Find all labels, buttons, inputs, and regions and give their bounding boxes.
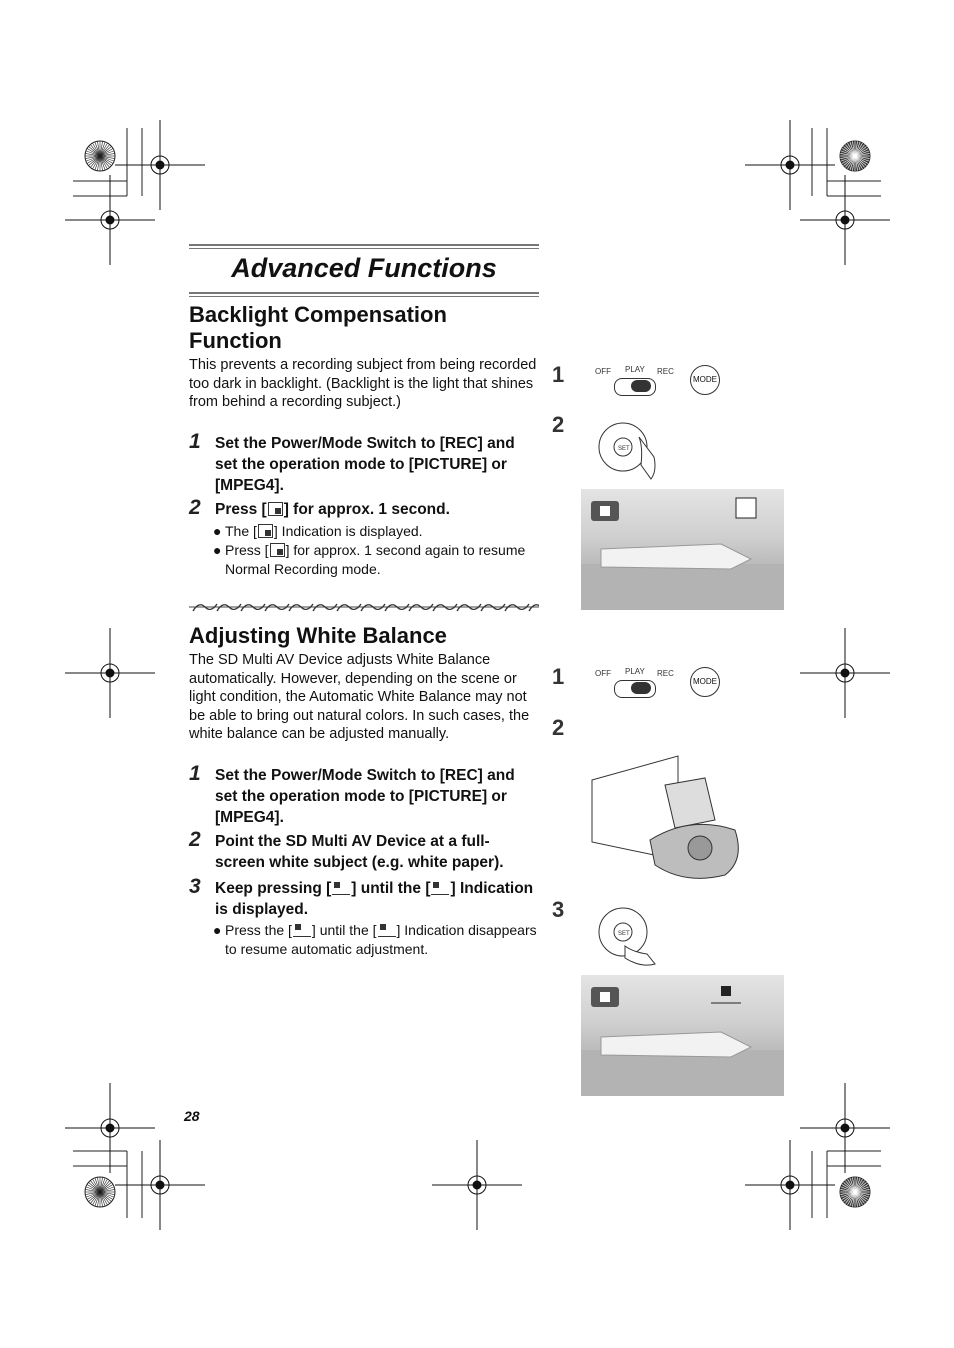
title-rule-bottom <box>189 292 539 294</box>
sunburst-mark-icon <box>85 1177 115 1207</box>
registration-mark-icon <box>432 1140 522 1230</box>
backlight-icon <box>270 543 285 557</box>
switch-track <box>614 378 656 396</box>
mode-button: MODE <box>690 667 720 697</box>
backlight-intro: This prevents a recording subject from being recorded too dark in backlight. (Backlight is the light that shines from behind a recording subject.) <box>189 357 537 410</box>
backlight-step-2 <box>189 496 539 520</box>
registration-mark-icon <box>65 628 155 718</box>
step-text: Set the Power/Mode Switch to [REC] and set the operation mode to [PICTURE] or [MPEG4]. <box>215 767 515 826</box>
white-balance-heading: Adjusting White Balance <box>189 623 447 648</box>
step-text-b: ] for approx. 1 second. <box>283 501 450 518</box>
device-pointing-illustration <box>590 750 740 890</box>
title-rule-top-thin <box>189 248 539 249</box>
white-balance-icon <box>378 923 396 937</box>
sunburst-mark-icon <box>85 141 115 171</box>
page-number: 28 <box>184 1108 200 1124</box>
dial-set-label: SET <box>618 931 630 937</box>
bullet-text-a: Press the [ <box>225 922 292 938</box>
white-balance-icon <box>431 881 449 895</box>
switch-knob <box>631 682 651 694</box>
backlight-bullet-1: ● The [ ] Indication is displayed. <box>213 523 423 539</box>
registration-mark-icon <box>115 1140 205 1230</box>
step-text-a: Keep pressing [ <box>215 880 332 897</box>
step-number: 1 <box>189 430 201 453</box>
step-number: 2 <box>189 828 201 851</box>
switch-track <box>614 680 656 698</box>
title-rule-top <box>189 244 539 246</box>
switch-off-label: OFF <box>595 669 611 678</box>
registration-mark-icon <box>745 1140 835 1230</box>
power-mode-switch-2 <box>592 666 727 702</box>
bullet-text-c: ] Indication disappears to resume automatic adjustment. <box>225 922 537 957</box>
preview-photo-backlight <box>581 489 784 610</box>
sunburst-mark-icon <box>840 141 870 171</box>
switch-rec-label: REC <box>657 367 674 376</box>
step-text <box>215 878 539 920</box>
wb-step-1 <box>189 762 539 828</box>
bullet-text-b: ] until the [ <box>311 922 377 938</box>
bullet-text-b: ] for approx. 1 second again to resume Normal Recording mode. <box>225 542 526 577</box>
switch-rec-label: REC <box>657 669 674 678</box>
illus-step-2: 2 <box>552 412 565 437</box>
dial-set-label: SET <box>618 446 630 452</box>
sunburst-mark-icon <box>840 1177 870 1207</box>
switch-off-label: OFF <box>595 367 611 376</box>
wb-step-2 <box>189 828 539 873</box>
backlight-icon <box>258 524 273 538</box>
white-balance-icon <box>293 923 311 937</box>
backlight-heading: Backlight Compensation Function <box>189 302 447 353</box>
wb-step-3 <box>189 875 539 920</box>
step-text <box>215 499 539 520</box>
preview-photo-white-balance <box>581 975 784 1096</box>
switch-play-label: PLAY <box>625 365 645 374</box>
step-text-b: ] until the [ <box>351 880 431 897</box>
step-text-a: Press [ <box>215 501 267 518</box>
step-number: 2 <box>189 496 201 519</box>
backlight-icon <box>736 498 756 518</box>
switch-knob <box>631 380 651 392</box>
bullet-text-a: Press [ <box>225 542 269 558</box>
backlight-icon <box>268 502 283 516</box>
white-balance-icon <box>721 986 731 996</box>
wb-bullet: ● Press the [ ] until the [ ] Indication disappears to resume automatic adjustment. <box>213 922 537 957</box>
registration-mark-icon <box>800 175 890 265</box>
step-text: Set the Power/Mode Switch to [REC] and set the operation mode to [PICTURE] or [MPEG4]. <box>215 435 515 494</box>
registration-mark-icon <box>115 120 205 210</box>
step-text: Point the SD Multi AV Device at a full-screen white subject (e.g. white paper). <box>215 833 504 871</box>
illus-step-1: 1 <box>552 362 565 387</box>
switch-play-label: PLAY <box>625 667 645 676</box>
step-number: 3 <box>189 875 201 898</box>
set-dial-icon <box>591 415 661 483</box>
step-number: 1 <box>189 762 201 785</box>
illus-step-1b: 1 <box>552 664 565 689</box>
registration-mark-icon <box>745 120 835 210</box>
illus-step-3b: 3 <box>552 897 565 922</box>
page-title: Advanced Functions <box>231 253 497 283</box>
decorative-divider <box>189 600 539 614</box>
mode-button: MODE <box>690 365 720 395</box>
power-mode-switch <box>592 364 727 400</box>
registration-mark-icon <box>800 628 890 718</box>
step-text-c: ] Indication is displayed. <box>215 880 534 918</box>
white-balance-intro: The SD Multi AV Device adjusts White Balance automatically. However, depending on the scene or light condition, the Automatic White Balance may not be able to bring out natural colors. In such cases, the white balance can be adjusted manually. <box>189 652 530 742</box>
bullet-text-b: ] Indication is displayed. <box>273 523 423 539</box>
registration-mark-icon <box>800 1083 890 1173</box>
white-balance-icon <box>332 881 350 895</box>
set-dial-icon-2 <box>591 902 661 968</box>
bullet-text-a: The [ <box>225 523 257 539</box>
backlight-bullet-2: ● Press [ ] for approx. 1 second again to resume Normal Recording mode. <box>213 542 526 577</box>
backlight-step-1 <box>189 430 539 496</box>
illus-step-2b: 2 <box>552 715 565 740</box>
title-rule-bottom-thin <box>189 296 539 297</box>
